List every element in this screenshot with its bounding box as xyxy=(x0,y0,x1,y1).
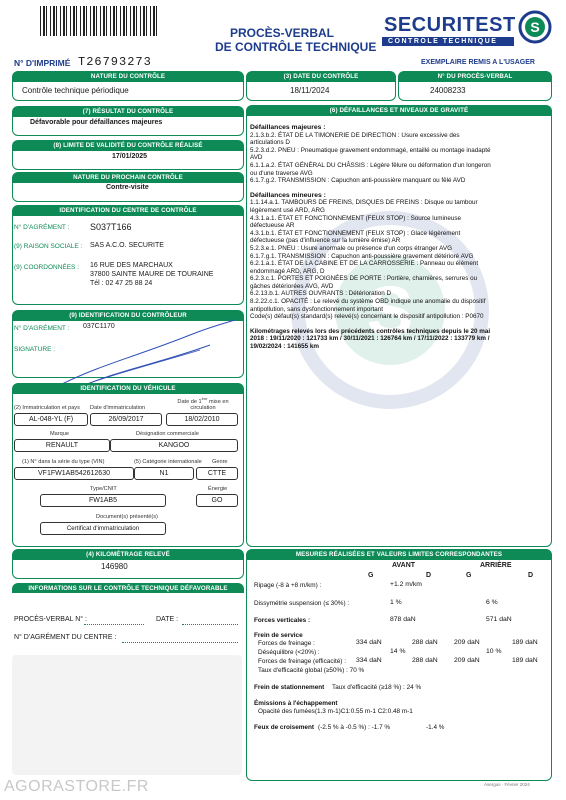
rear-g: G xyxy=(466,572,472,579)
result-header: (7) RÉSULTAT DU CONTRÔLE xyxy=(12,106,244,116)
front-label: AVANT xyxy=(392,562,416,569)
defects-header: (6) DÉFAILLANCES ET NIVEAUX DE GRAVITÉ xyxy=(246,105,552,115)
minor-defect-line: 6.2.3.c.1. PORTES ET POIGNÉES DE PORTE : Portière, charnières, serrures ou xyxy=(250,275,478,283)
center-tel: Tél : 02 47 25 88 24 xyxy=(90,280,153,287)
minor-defect-line: défectueuse AR xyxy=(250,222,295,230)
brake-title: Frein de service xyxy=(254,632,303,639)
center-agr-label: N° D'AGRÉMENT : xyxy=(14,224,70,231)
date-value: 18/11/2024 xyxy=(290,86,330,95)
pv-box xyxy=(398,81,552,101)
print-number: T26793273 xyxy=(78,55,152,69)
major-list xyxy=(250,132,550,185)
controller-agr-value: 037C1170 xyxy=(83,323,115,330)
bf-front-d: 288 daN xyxy=(412,639,438,646)
model-label: Désignation commerciale xyxy=(136,431,199,437)
print-number-label: N° D'IMPRIMÉ xyxy=(14,58,71,68)
next-header: NATURE DU PROCHAIN CONTRÔLE xyxy=(12,172,244,182)
emis-line: Opacité des fumées(1.3 m-1)C1:0.55 m-1 C2:0.48 m-1 xyxy=(258,708,413,715)
unfav-header: INFORMATIONS SUR LE CONTRÔLE TECHNIQUE DÉFAVORABLE xyxy=(12,583,244,593)
vert-rear: 571 daN xyxy=(486,616,512,623)
deseq-label: Déséquilibre (<20%) : xyxy=(258,649,320,656)
vert-label: Forces verticales : xyxy=(254,617,311,624)
center-rs-value: SAS A.C.O. SECURITE xyxy=(90,242,164,249)
minor-defect-line: 6.1.7.g.1. TRANSMISSION : Capuchon anti-poussière gravement détérioré AVG xyxy=(250,252,474,260)
svg-text:S: S xyxy=(530,19,540,35)
global-eff: Taux d'efficacité global (≥50%) : 70 % xyxy=(258,667,365,674)
minor-list xyxy=(250,199,550,321)
minor-defect-line: antipollution, sans dysfonctionnement important xyxy=(250,305,384,313)
bf-front-g: 334 daN xyxy=(356,639,382,646)
title-line1: PROCÈS-VERBAL xyxy=(230,26,335,40)
ef-rear-g: 209 daN xyxy=(454,657,480,664)
major-defect-line: 2.1.3.b.2. ÉTAT DE LA TIMONERIE DE DIRECTION : Usure excessive des xyxy=(250,131,460,139)
rear-d: D xyxy=(528,572,534,579)
nature-header: NATURE DU CONTRÔLE xyxy=(12,71,244,81)
center-agr-value: S037T166 xyxy=(90,222,132,232)
minor-defect-line: 1.1.14.a.1. TAMBOURS DE FREINS, DISQUES DE FREINS : Disque ou tambour xyxy=(250,199,478,207)
minor-title: Défaillances mineures : xyxy=(250,191,326,199)
controller-agr-label: N° D'AGRÉMENT : xyxy=(14,325,70,332)
feux-label: Feux de croisement xyxy=(254,724,315,731)
center-addr2: 37800 SAINTE MAURE DE TOURAINE xyxy=(90,271,214,278)
ef-rear-d: 189 daN xyxy=(512,657,538,664)
immat-label: (2) Immatriculation et pays xyxy=(14,405,80,411)
minor-defect-line: endommagé ARD, ARG, D xyxy=(250,267,325,275)
minor-defect-line: 6.2.13.b.1. AUTRES OUVRANTS : Détérioration D xyxy=(250,290,392,298)
unfav-pv-label: PROCÈS-VERBAL N° : xyxy=(14,616,87,623)
eff-force-label: Forces de freinage (efficacité) : xyxy=(258,658,346,665)
emis-title: Émissions à l'échappement xyxy=(254,700,338,707)
genre-label: Genre xyxy=(212,459,228,465)
km-history-title: Kilométrages relevés lors des précédents contrôles techniques depuis le 20 mai xyxy=(250,327,491,335)
brand-subtitle: CONTROLE TECHNIQUE xyxy=(388,37,498,45)
validity-value: 17/01/2025 xyxy=(112,153,148,160)
km-history-line: 19/02/2024 : 141655 km xyxy=(250,343,319,351)
minor-defect-line: 5.2.3.e.1. PNEU : Usure anormale ou présence d'un corps étranger AVG xyxy=(250,244,452,252)
unfav-date-line xyxy=(182,624,238,625)
energy-label: Énergie xyxy=(208,486,228,492)
type-value: FW1AB5 xyxy=(40,494,166,507)
minor-defect-line: 8.2.22.c.1. OPACITÉ : Le relevé du système OBD indique une anomalie du dispositif xyxy=(250,298,486,306)
unfav-agr-label: N° D'AGRÉMENT DU CENTRE : xyxy=(14,634,117,641)
unfav-date-label: DATE : xyxy=(156,616,179,623)
brand-logo-icon xyxy=(518,10,552,44)
ef-front-g: 334 daN xyxy=(356,657,382,664)
measures-header: MESURES RÉALISÉES ET VALEURS LIMITES CORRESPONDANTES xyxy=(246,549,552,559)
km-history-list xyxy=(250,335,550,350)
vehicle-header: IDENTIFICATION DU VÉHICULE xyxy=(12,383,244,393)
major-defect-line: ou d'une traverse AVG xyxy=(250,169,313,177)
center-coord-label: (9) COORDONNÉES : xyxy=(14,264,80,271)
major-defect-line: 6.1.7.g.2. TRANSMISSION : Capuchon anti-poussière manquant ou fêlé AVD xyxy=(250,177,466,185)
signature-label: SIGNATURE : xyxy=(14,346,56,353)
pv-header: N° DU PROCÈS-VERBAL xyxy=(398,71,552,81)
unfav-pv-line xyxy=(84,624,144,625)
date-header: (3) DATE DU CONTRÔLE xyxy=(246,71,396,81)
deseq-front: 14 % xyxy=(390,648,406,655)
front-d: D xyxy=(426,572,432,579)
watermark: AGORASTORE.FR xyxy=(4,778,149,795)
ef-front-d: 288 daN xyxy=(412,657,438,664)
vin-label: (1) N° dans la série du type (VIN) xyxy=(22,459,105,465)
major-title: Défaillances majeures : xyxy=(250,124,326,131)
feux-right: -1.4 % xyxy=(426,724,445,731)
center-rs-label: (9) RAISON SOCIALE : xyxy=(14,243,83,250)
rear-label: ARRIÈRE xyxy=(480,562,512,569)
ripage-value: +1.2 m/km xyxy=(390,581,422,588)
brake-force-label: Forces de freinage : xyxy=(258,640,315,647)
genre-value: CTTE xyxy=(196,467,238,480)
minor-defect-line: Code(s) défaut(s) standard(s) relevé(s) concernant le dispositif antipollution : P0670 xyxy=(250,313,484,321)
km-header: (4) KILOMÉTRAGE RELEVÉ xyxy=(12,549,244,559)
footer-ref: Asergus · Février 2024 xyxy=(484,782,530,787)
bf-rear-g: 209 daN xyxy=(454,639,480,646)
minor-defect-line: gâches détériorées AVG, AVD xyxy=(250,282,334,290)
make-label: Marque xyxy=(50,431,69,437)
date-immat-label: Date d'immatriculation xyxy=(90,405,146,411)
minor-defect-line: 4.3.1.a.1. ÉTAT ET FONCTIONNEMENT (FEUX STOP) : Source lumineuse xyxy=(250,214,462,222)
center-header: IDENTIFICATION DU CENTRE DE CONTRÔLE xyxy=(12,205,244,215)
center-addr1: 16 RUE DES MARCHAUX xyxy=(90,262,173,269)
nature-value: Contrôle technique périodique xyxy=(22,86,129,95)
svg-text:S: S xyxy=(366,272,414,350)
immat-value: AL-048-YL (F) xyxy=(14,413,88,426)
make-value: RENAULT xyxy=(14,439,110,452)
minor-defect-line: légèrement usé ARD, ARG xyxy=(250,206,325,214)
minor-defect-line: 4.3.1.b.1. ÉTAT ET FONCTIONNEMENT (FEUX STOP) : Glace légèrement xyxy=(250,229,461,237)
type-label: Type/CNIT xyxy=(90,486,117,492)
cat-value: N1 xyxy=(134,467,194,480)
copy-label: EXEMPLAIRE REMIS A L'USAGER xyxy=(421,59,535,66)
minor-defect-line: 6.2.1.a.1. ÉTAT DE LA CABINE ET DE LA CARROSSERIE : Panneau ou élément xyxy=(250,260,479,268)
validity-header: (8) LIMITE DE VALIDITÉ DU CONTRÔLE RÉALISÉ xyxy=(12,140,244,150)
barcode xyxy=(40,6,160,36)
cat-label: (5) Catégorie internationale xyxy=(134,459,202,465)
major-defect-line: 5.2.3.d.2. PNEU : Pneumatique gravement endommagé, entaillé ou montage inadapté xyxy=(250,146,491,154)
next-value: Contre-visite xyxy=(106,184,149,191)
major-defect-line: articulations D xyxy=(250,139,290,147)
dissym-rear: 6 % xyxy=(486,599,498,606)
km-value: 146980 xyxy=(101,562,128,571)
major-defect-line: 6.1.1.a.2. ÉTAT GÉNÉRAL DU CHÂSSIS : Légère fêlure ou déformation d'un longeron xyxy=(250,161,491,169)
deseq-rear: 10 % xyxy=(486,648,502,655)
dissym-label: Dissymétrie suspension (≤ 30%) : xyxy=(254,600,350,607)
km-box xyxy=(12,559,244,579)
vin-value: VF1FW1AB542612630 xyxy=(14,467,134,480)
model-value: KANGOO xyxy=(110,439,238,452)
park-label: Frein de stationnement xyxy=(254,684,325,691)
first-circ-label: Date de 1ère mise en circulation xyxy=(177,396,229,412)
docs-value: Certificat d'immatriculation xyxy=(40,522,166,535)
brand-name: SECURITEST xyxy=(384,14,516,36)
date-immat-value: 26/09/2017 xyxy=(90,413,162,426)
km-history-line: 2018 : 19/11/2020 : 121733 km / 30/11/2021 : 126764 km / 17/11/2022 : 133779 km / xyxy=(250,335,490,343)
energy-value: GO xyxy=(196,494,238,507)
defects-text xyxy=(250,124,550,351)
feux-line: (-2.5 % à -0.5 %) : -1.7 % xyxy=(318,724,391,731)
first-circ-value: 18/02/2010 xyxy=(166,413,238,426)
ripage-label: Ripage (-8 à +8 m/km) : xyxy=(254,582,322,589)
docs-label: Document(s) présenté(s) xyxy=(96,514,158,520)
controller-header: (9) IDENTIFICATION DU CONTRÔLEUR xyxy=(12,310,244,320)
title-line2: DE CONTRÔLE TECHNIQUE xyxy=(215,40,377,54)
result-value: Défavorable pour défaillances majeures xyxy=(30,119,163,126)
bf-rear-d: 189 daN xyxy=(512,639,538,646)
dissym-front: 1 % xyxy=(390,599,402,606)
park-value: Taux d'efficacité (≥18 %) : 24 % xyxy=(332,684,422,691)
major-defect-line: AVD xyxy=(250,154,263,162)
front-g: G xyxy=(368,572,374,579)
vert-front: 878 daN xyxy=(390,616,416,623)
stamp-area xyxy=(12,655,242,775)
minor-defect-line: défectueuse (pas d'influence sur la lumière émise) AR xyxy=(250,237,401,245)
unfav-agr-line xyxy=(122,642,238,643)
pv-value: 24008233 xyxy=(430,86,466,95)
